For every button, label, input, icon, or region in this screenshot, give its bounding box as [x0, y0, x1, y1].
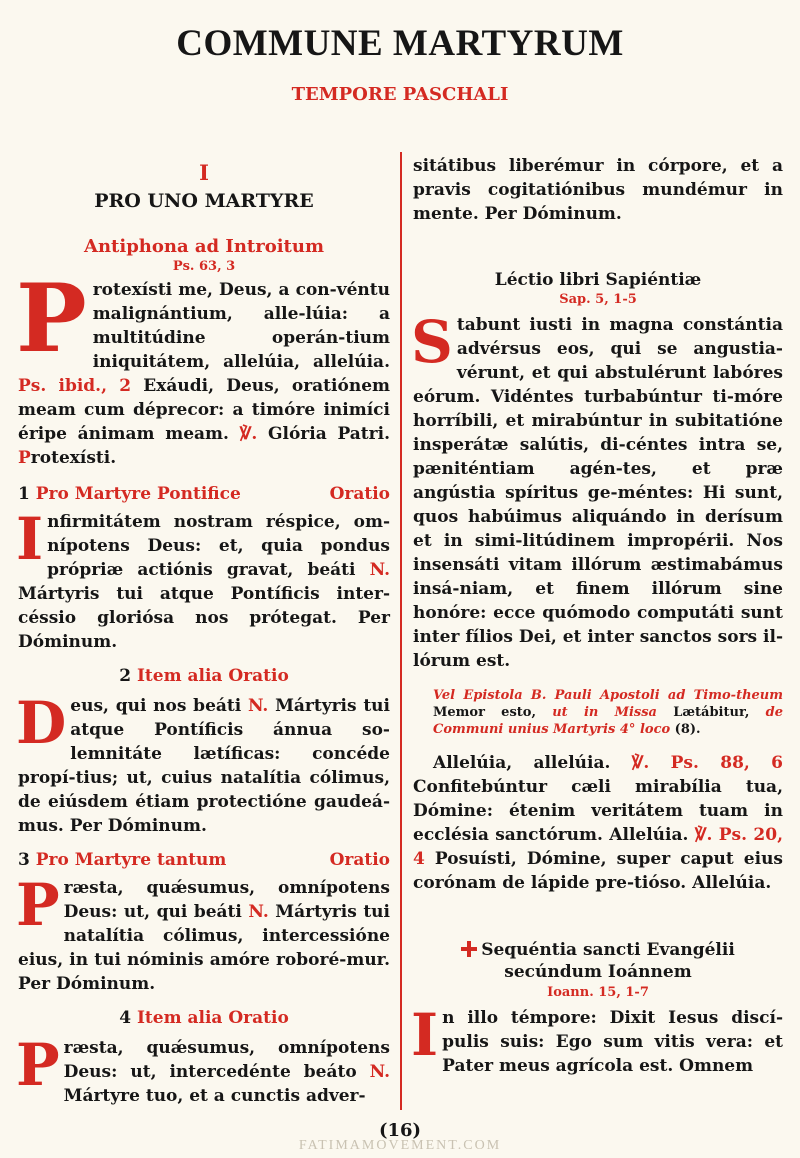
oratio-paragraph: Præsta, quǽsumus, omnípotens Deus: ut, qui beáti N. Mártyris tui natalítia cólimus, intercessióne eius, in tui nóminis amóre roboré-mur. Per Dóminum. — [16, 871, 390, 994]
n-sign: N. — [369, 1062, 390, 1082]
versicle-sign: ℣. — [694, 825, 713, 845]
oratio-paragraph: Præsta, quǽsumus, omnípotens Deus: ut, intercedénte beáto N. Mártyre tuo, et a cunctis adver- — [16, 1031, 390, 1106]
oratio-heading: 4 Item alia Oratio — [119, 1008, 289, 1028]
psalm-ref: Ps. ibid., 2 — [18, 376, 132, 396]
n-sign: N. — [247, 696, 269, 716]
oratio-heading: 2 Item alia Oratio — [119, 666, 289, 686]
dropcap: I — [411, 1001, 439, 1069]
dropcap: P — [16, 1031, 60, 1099]
column-divider — [400, 152, 402, 1110]
section-number: I — [199, 160, 209, 185]
dropcap: P — [16, 871, 60, 939]
versicle-sign: ℣. — [239, 424, 258, 444]
page-title: COMMUNE MARTYRUM — [176, 23, 624, 64]
n-sign: N. — [369, 560, 390, 580]
introit-heading: Antiphona ad Introitum — [83, 236, 324, 257]
oratio-heading: 1 Pro Martyre Pontifice Oratio — [18, 484, 390, 504]
gospel-ref: Ioann. 15, 1-7 — [547, 985, 649, 1000]
lectio-heading: Léctio libri Sapiéntiæ — [494, 270, 702, 290]
alleluia-paragraph: Allelúia, allelúia. ℣. Ps. 88, 6 Confitebúntur cæli mirabília tua, Dómine: étenim veritátem tuam in ecclésia sanctórum. Allelúia. ℣. Ps. 20, 4 Posuísti, Dómine, super caput eius corónam de lápide pre-tióso. Allelúia. — [413, 753, 783, 893]
right-column — [413, 150, 783, 1078]
introit-ref: Ps. 63, 3 — [172, 259, 236, 274]
versicle-sign: ℣. — [631, 753, 650, 773]
section-title: PRO UNO MARTYRE — [94, 190, 314, 212]
gospel-paragraph: In illo témpore: Dixit Iesus discí-pulis suis: Ego sum vitis vera: et Pater meus agrícola est. Omnem — [411, 1001, 783, 1076]
lectio-paragraph: Stabunt iusti in magna constántia advérsus eos, qui se angustia-vérunt, et qui abstulérunt labóres eórum. Vidéntes turbabúntur ti-móre horríbili, et mirabúntur in subitatióne insperátæ salútis, di-céntes intra se, pæniténtiam agén-tes, et præ angústia spíritus ge-méntes: Hi sunt, quos habúimus aliquándo in derísum et in simi-litúdinem impropérii. Nos insensáti vitam illórum æstimabámus insá-niam, et finem illórum sine honóre: ecce quómodo computáti sunt inter fílios Dei, et inter sanctos sors il-lórum est. — [411, 308, 783, 671]
oratio-heading: 3 Pro Martyre tantum Oratio — [18, 850, 390, 870]
page-number: (16) — [378, 1120, 422, 1141]
introit-paragraph: Protexísti me, Deus, a con-véntu malignántium, alle-lúia: a multitúdine operán-tium iniquitátem, allelúia, allelúia. Ps. ibid., 2 Exáudi, Deus, oratiónem meam cum déprecor: a timóre inimíci éripe ánimam meam. ℣. Glória Patri. Protexísti. — [16, 264, 390, 468]
n-sign: N. — [248, 902, 269, 922]
dropcap: P — [16, 264, 87, 374]
cross-icon — [461, 941, 477, 957]
oratio-continuation: sitátibus liberémur in córpore, et a pravis cogitatiónibus mundémur in mente. Per Dóminum. — [413, 156, 783, 224]
dropcap: I — [16, 505, 44, 573]
gospel-heading: Sequéntia sancti Evangélii secúndum Ioánnem — [413, 939, 783, 983]
rubric-note: Vel Epistola B. Pauli Apostoli ad Timo-theum Memor esto, ut in Missa Lætábitur, de Communi unius Martyris 4° loco (8). — [433, 688, 783, 737]
left-column — [18, 150, 390, 1108]
dropcap: D — [16, 689, 67, 757]
lectio-ref: Sap. 5, 1-5 — [559, 292, 637, 307]
dropcap: S — [411, 308, 453, 376]
oratio-paragraph: Deus, qui nos beáti N. Mártyris tui atque Pontíficis ánnua so-lemnitáte lætíficas: concéde propí-tius; ut, cuius natalítia cólimus, de eiúsdem étiam protectióne gaudeá-mus. Per Dóminum. — [16, 689, 390, 836]
oratio-paragraph: Infirmitátem nostram réspice, om-nípotens Deus: et, quia pondus própriæ actiónis gravat, beáti N. Mártyris tui atque Pontíficis inter-céssio gloriósa nos prótegat. Per Dóminum. — [16, 505, 390, 652]
watermark: FATIMAMOVEMENT.COM — [298, 1138, 502, 1153]
page-subtitle: TEMPORE PASCHALI — [291, 84, 509, 105]
